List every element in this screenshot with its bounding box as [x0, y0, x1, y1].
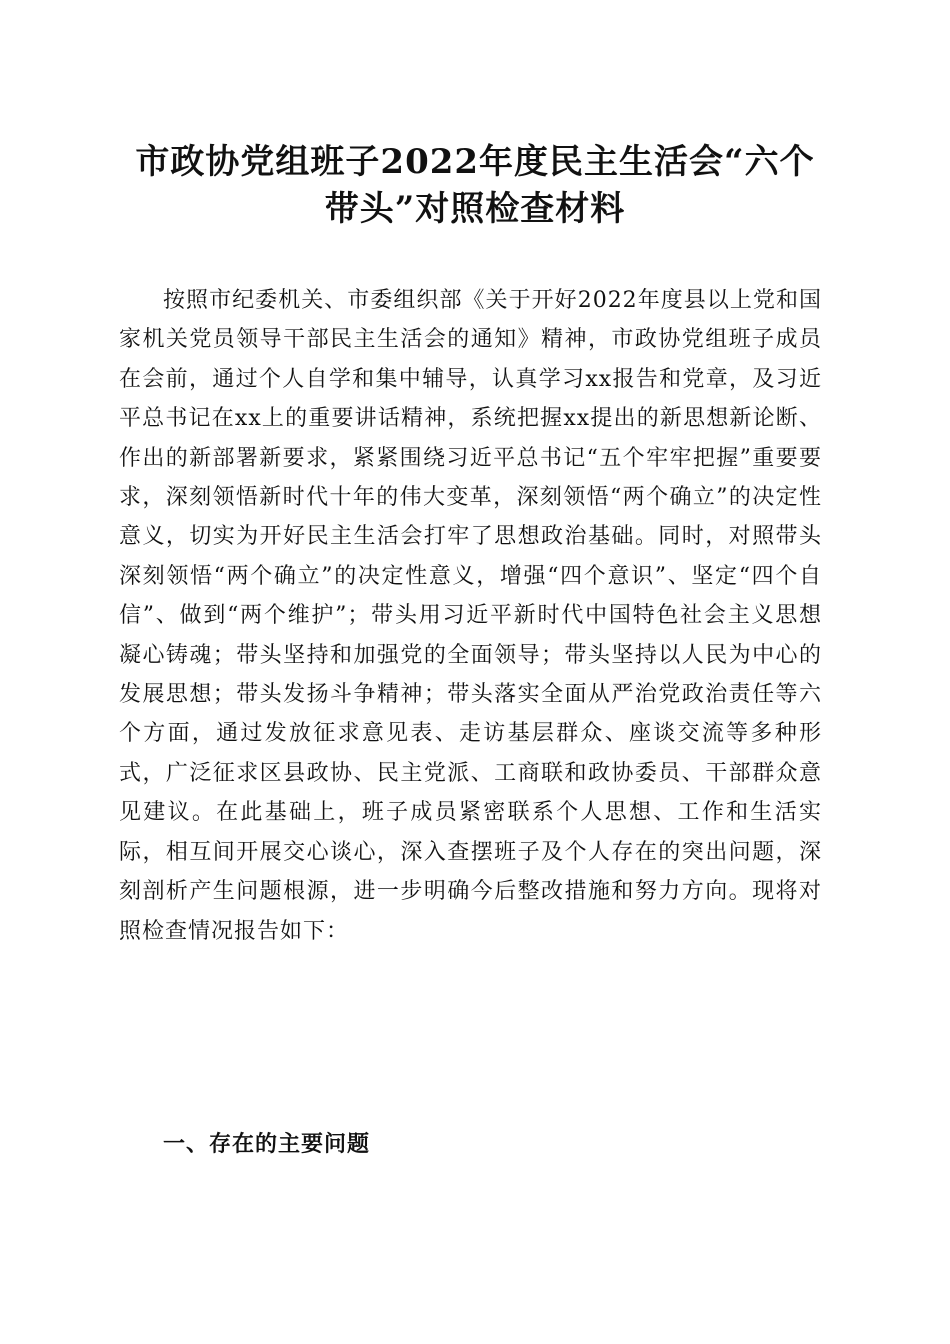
intro-paragraph: 按照市纪委机关、市委组织部《关于开好2022年度县以上党和国家机关党员领导干部民主生活会的通知》精神，市政协党组班子成员在会前，通过个人自学和集中辅导，认真学习xx报告和党章，及习近平总书记在xx上的重要讲话精神，系统把握xx提出的新思想新论断、作出的新部署新要求，紧紧围绕习近平总书记“五个牢牢把握”重要要求，深刻领悟新时代十年的伟大变革，深刻领悟“两个确立”的决定性意义，切实为开好民主生活会打牢了思想政治基础。同时，对照带头深刻领悟“两个确立”的决定性意义，增强“四个意识”、坚定“四个自信”、做到“两个维护”；带头用习近平新时代中国特色社会主义思想凝心铸魂；带头坚持和加强党的全面领导；带头坚持以人民为中心的发展思想；带头发扬斗争精神；带头落实全面从严治党政治责任等六个方面，通过发放征求意见表、走访基层群众、座谈交流等多种形式，广泛征求区县政协、民主党派、工商联和政协委员、干部群众意见建议。在此基础上，班子成员紧密联系个人思想、工作和生活实际，相互间开展交心谈心，深入查摆班子及个人存在的突出问题，深刻剖析产生问题根源，进一步明确今后整改措施和努力方向。现将对照检查情况报告如下： [119, 288, 822, 944]
section-heading-main-problems: 一、存在的主要问题 [163, 1132, 371, 1157]
title-line-2: 带头”对照检查材料 [324, 189, 626, 229]
title-line-1: 市政协党组班子2022年度民主生活会“六个 [135, 142, 815, 182]
document-title [118, 139, 832, 233]
